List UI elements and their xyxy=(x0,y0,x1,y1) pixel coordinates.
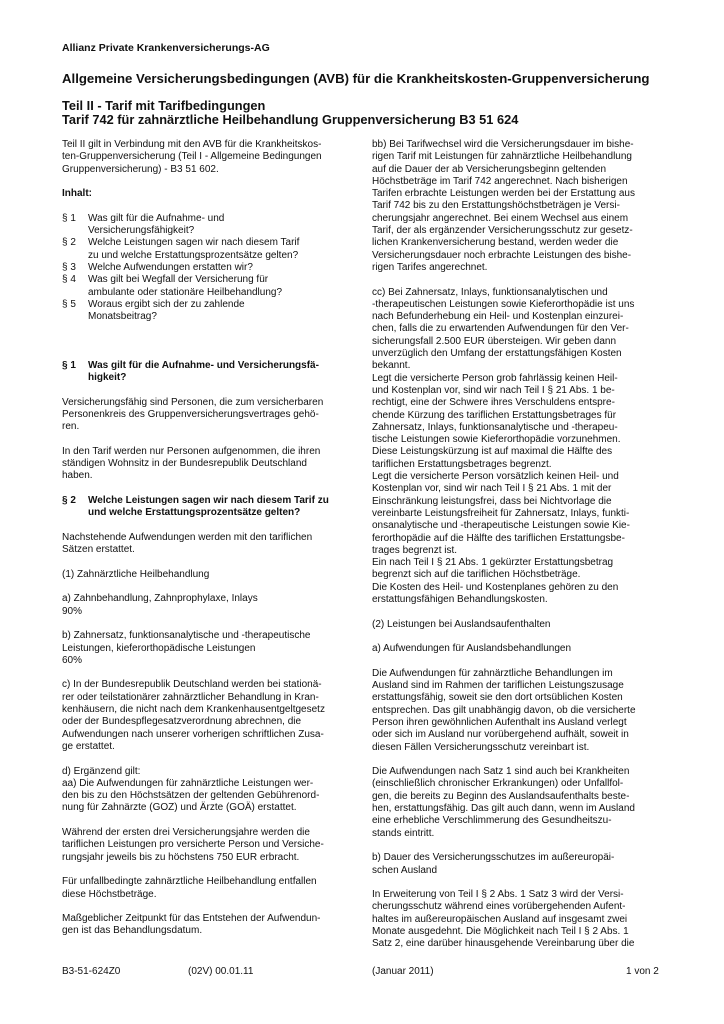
text-line: ten-Gruppenversicherung (Teil I - Allgemeine Bedingungen xyxy=(62,151,322,163)
text-line: Nachstehende Aufwendungen werden mit den tariflichen xyxy=(62,531,313,543)
text-line: cherungsjahr angerechnet. Bei einem Wechsel aus einem xyxy=(372,212,629,224)
text-line: Ausland sind im Rahmen der tariflichen Leistungszusage xyxy=(372,680,624,692)
footer-code: B3-51-624Z0 xyxy=(62,966,121,977)
text-line: Tarif, der als ergänzender Versicherungsschutz zur gesetz- xyxy=(372,225,633,237)
text-line: erstattungsfähig, soweit sie den dort ortsüblichen Kosten xyxy=(372,692,623,704)
section-2-paragraph-2 xyxy=(62,569,352,581)
section-1-number: § 1 xyxy=(62,359,76,371)
text-line: haltes im außereuropäischen Ausland auf insgesamt zwei xyxy=(372,913,628,925)
text-line: (1) Zahnärztliche Heilbehandlung xyxy=(62,568,210,580)
text-line: Monate ausgedehnt. Die Möglichkeit nach Teil I § 2 Abs. 1 xyxy=(372,926,629,937)
text-line: bb) Bei Tarifwechsel wird die Versicherungsdauer im bishe- xyxy=(372,139,634,150)
text-line: 60% xyxy=(62,654,83,666)
text-line: Person ihren gewöhnlichen Aufenthalt ins Ausland verlegt xyxy=(372,716,627,728)
toc-item-text xyxy=(88,299,352,324)
text-line: Zahnersatz, Inlays, funktionsanalytische und -therapeu- xyxy=(372,421,618,433)
text-line: rechtigt, eine der Schwere ihres Verschuldens entspre- xyxy=(372,397,615,409)
text-line: Versicherungsfähigkeit? xyxy=(88,225,195,237)
text-line: Leistungen, kieferorthopädische Leistungen xyxy=(62,642,256,654)
footer-version: (02V) 00.01.11 xyxy=(188,966,254,977)
section-2-paragraph-9 xyxy=(62,913,352,938)
text-line: und Kostenplan vor, sind wir nach Teil I § 21 Abs. 1 be- xyxy=(372,384,615,396)
text-line: unverzüglich den Umfang der erstattungsfähigen Kosten xyxy=(372,348,622,360)
text-line: Aufwendungen nach unserer vorherigen schriftlichen Zusa- xyxy=(62,728,324,740)
text-line: begrenzt sich auf die tariflichen Höchstbeträge. xyxy=(372,569,581,581)
right-paragraph-8 xyxy=(372,889,672,950)
section-1-paragraph-1 xyxy=(62,397,352,434)
text-line: Sätzen erstattet. xyxy=(62,544,135,556)
section-2-heading xyxy=(62,495,352,520)
section-1-heading xyxy=(62,360,352,385)
text-line: vereinbarte Leistungsfreiheit für Zahnersatz, Inlays, funkti- xyxy=(372,507,630,519)
text-line: ständigen Wohnsitz in der Bundesrepublik Deutschland xyxy=(62,458,307,470)
text-line: In Erweiterung von Teil I § 2 Abs. 1 Satz 3 wird der Versi- xyxy=(372,889,624,901)
text-line: Was gilt für die Aufnahme- und xyxy=(88,212,225,224)
toc-heading: Inhalt: xyxy=(62,188,92,200)
text-line: Teil II gilt in Verbindung mit den AVB für die Krankheitskos- xyxy=(62,139,322,150)
text-line: Monatsbeitrag? xyxy=(88,311,157,323)
toc-item-text xyxy=(88,237,352,262)
right-paragraph-7 xyxy=(372,852,672,877)
text-line: Welche Leistungen sagen wir nach diesem Tarif zu xyxy=(88,495,329,507)
text-line: oder der Bundespflegesatzverordnung abrechnen, die xyxy=(62,716,302,728)
text-line: auf die Dauer der ab Versicherungsbeginn geltenden xyxy=(372,163,607,175)
toc-item xyxy=(62,237,352,262)
text-line: den bis zu den Höchstsätzen der geltenden Gebührenord- xyxy=(62,790,320,802)
text-line: Maßgeblicher Zeitpunkt für das Entstehen der Aufwendun- xyxy=(62,913,321,925)
text-line: ambulante oder stationäre Heilbehandlung? xyxy=(88,286,283,298)
text-line: ge erstattet. xyxy=(62,740,115,752)
text-line: entsprechen. Das gilt unabhängig davon, ob die versicherte xyxy=(372,704,636,716)
part-heading-line-2: Tarif 742 für zahnärztliche Heilbehandlung Gruppenversicherung B3 51 624 xyxy=(62,112,519,127)
text-line: (einschließlich chronischer Erkrankungen) oder Unfallfol- xyxy=(372,778,624,790)
toc-item-text xyxy=(88,262,352,274)
toc-item xyxy=(62,274,352,299)
text-line: eine erhebliche Verschlimmerung des Gesundheitszu- xyxy=(372,815,612,827)
text-line: (2) Leistungen bei Auslandsaufenthalten xyxy=(372,618,551,630)
text-line: Welche Leistungen sagen wir nach diesem Tarif xyxy=(88,237,300,249)
text-line: c) In der Bundesrepublik Deutschland werden bei stationä- xyxy=(62,679,322,691)
text-line: ren. xyxy=(62,421,80,433)
section-2-paragraph-4 xyxy=(62,630,352,667)
section-1-title xyxy=(88,360,319,385)
text-line: Legt die versicherte Person vorsätzlich keinen Heil- und xyxy=(372,471,619,483)
right-paragraph-6 xyxy=(372,766,672,840)
text-line: nung für Zahnärzte (GOZ) und Ärzte (GOÄ) erstattet. xyxy=(62,802,297,814)
text-line: a) Aufwendungen für Auslandsbehandlungen xyxy=(372,643,572,655)
text-line: Die Aufwendungen nach Satz 1 sind auch bei Krankheiten xyxy=(372,766,630,778)
text-line: hen, erstattungsfähig. Das gilt auch dann, wenn im Ausland xyxy=(372,803,635,815)
text-line: Tarifen erbrachte Leistungen werden bei der Erstattung aus xyxy=(372,188,635,200)
text-line: onsanalytische und -therapeutische Leistungen sowie Kie- xyxy=(372,520,630,532)
toc-item xyxy=(62,299,352,324)
text-line: Was gilt bei Wegfall der Versicherung für xyxy=(88,274,269,286)
text-line: Welche Aufwendungen erstatten wir? xyxy=(88,261,253,273)
section-2-paragraph-8 xyxy=(62,876,352,901)
right-paragraph-1 xyxy=(372,139,672,274)
text-line: und welche Erstattungsprozentsätze gelten? xyxy=(88,507,301,519)
text-line: aa) Die Aufwendungen für zahnärztliche Leistungen wer- xyxy=(62,777,314,789)
text-line: 90% xyxy=(62,605,83,617)
right-paragraph-2 xyxy=(372,287,672,607)
text-line: gen ist das Behandlungsdatum. xyxy=(62,925,203,937)
text-line: In den Tarif werden nur Personen aufgenommen, die ihren xyxy=(62,445,321,457)
text-line: Einschränkung leistungsfrei, dass bei Nichtvorlage die xyxy=(372,495,612,507)
text-line: zu und welche Erstattungsprozentsätze gelten? xyxy=(88,249,299,261)
toc-item-number: § 4 xyxy=(62,274,76,286)
text-line: Diese Leistungskürzung ist auf maximal die Hälfte des xyxy=(372,446,613,458)
toc-item-number: § 3 xyxy=(62,261,76,273)
text-line: b) Zahnersatz, funktionsanalytische und -therapeutische xyxy=(62,630,311,642)
section-2-title xyxy=(88,495,329,520)
footer-page: 1 von 2 xyxy=(626,966,659,977)
toc-item-number: § 1 xyxy=(62,212,76,224)
right-column xyxy=(372,139,672,963)
text-line: Die Kosten des Heil- und Kostenplanes gehören zu den xyxy=(372,581,619,593)
toc-item-number: § 5 xyxy=(62,298,76,310)
part-heading xyxy=(62,99,518,127)
text-line: diese Höchstbeträge. xyxy=(62,888,157,900)
text-line: tische Leistungen sowie Kieferorthopädie vorzunehmen. xyxy=(372,434,621,446)
text-line: d) Ergänzend gilt: xyxy=(62,765,141,777)
text-line: rungsjahr jeweils bis zu höchstens 750 EUR erbracht. xyxy=(62,851,300,863)
text-line: Die Aufwendungen für zahnärztliche Behandlungen im xyxy=(372,667,613,679)
text-line: Satz 2, eine darüber hinausgehende Vereinbarung über die xyxy=(372,938,635,950)
text-line: lichen Krankenversicherung bestand, werden weder die xyxy=(372,237,619,249)
text-line: -therapeutischen Leistungen sowie Kieferorthopädie ist uns xyxy=(372,298,635,310)
text-line: b) Dauer des Versicherungsschutzes im außereuropäi- xyxy=(372,852,615,864)
text-line: Für unfallbedingte zahnärztliche Heilbehandlung entfallen xyxy=(62,876,317,888)
section-2-paragraph-3 xyxy=(62,593,352,618)
section-2-paragraph-5 xyxy=(62,679,352,753)
right-paragraph-3 xyxy=(372,619,672,631)
text-line: tariflichen Leistungen pro versicherte Person und Versiche- xyxy=(62,839,324,851)
toc-item xyxy=(62,213,352,238)
footer-date: (Januar 2011) xyxy=(372,966,434,977)
text-line: tariflichen Erstattungsbetrages begrenzt. xyxy=(372,458,552,470)
text-line: a) Zahnbehandlung, Zahnprophylaxe, Inlays xyxy=(62,593,258,605)
right-paragraph-4 xyxy=(372,643,672,655)
section-2-paragraph-1 xyxy=(62,532,352,557)
text-line: rigen Tarifes angerechnet. xyxy=(372,261,488,273)
text-line: stands eintritt. xyxy=(372,827,435,839)
intro-paragraph xyxy=(62,139,352,176)
text-line: sicherungsfall 2.500 EUR übersteigen. Wir geben dann xyxy=(372,335,617,347)
section-2-paragraph-7 xyxy=(62,827,352,864)
right-paragraph-5 xyxy=(372,668,672,754)
text-line: Ein nach Teil I § 21 Abs. 1 gekürzter Erstattungsbetrag xyxy=(372,557,614,569)
text-line: chende Kürzung des tariflichen Erstattungsbetrages für xyxy=(372,409,617,421)
table-of-contents xyxy=(62,213,352,324)
text-line: Während der ersten drei Versicherungsjahre werden die xyxy=(62,827,310,839)
section-2-paragraph-6 xyxy=(62,766,352,815)
text-line: Personenkreis des Gruppenversicherungsvertrages gehö- xyxy=(62,408,319,420)
text-line: diesen Fällen Versicherungsschutz vereinbart ist. xyxy=(372,741,590,753)
part-heading-line-1: Teil II - Tarif mit Tarifbedingungen xyxy=(62,98,266,113)
text-line: cc) Bei Zahnersatz, Inlays, funktionsanalytischen und xyxy=(372,286,608,298)
section-1-paragraph-2 xyxy=(62,446,352,483)
text-line: trages begrenzt ist. xyxy=(372,544,458,556)
text-line: Versicherungsfähig sind Personen, die zum versicherbaren xyxy=(62,396,324,408)
text-line: cherungsschutz während eines vorübergehenden Aufent- xyxy=(372,901,626,913)
text-line: Woraus ergibt sich der zu zahlende xyxy=(88,298,245,310)
text-line: bekannt. xyxy=(372,360,411,372)
text-line: rigen Tarif mit Leistungen für zahnärztliche Heilbehandlung xyxy=(372,151,632,163)
toc-item xyxy=(62,262,352,274)
text-line: Höchstbeträge im Tarif 742 angerechnet. Nach bisherigen xyxy=(372,175,628,187)
text-line: schen Ausland xyxy=(372,864,438,876)
text-line: chen, falls die zu erwartenden Aufwendungen für den Ver- xyxy=(372,323,629,335)
company-name: Allianz Private Krankenversicherungs-AG xyxy=(62,42,270,54)
toc-item-text xyxy=(88,213,352,238)
text-line: Kostenplan vor, sind wir nach Teil I § 21 Abs. 1 mit der xyxy=(372,483,612,495)
left-column xyxy=(62,139,352,950)
text-line: higkeit? xyxy=(88,372,127,384)
text-line: oder sich im Ausland nur vorübergehend aufhält, soweit in xyxy=(372,729,629,741)
text-line: Gruppenversicherung) - B3 51 602. xyxy=(62,163,219,175)
section-2-number: § 2 xyxy=(62,495,76,507)
toc-item-text xyxy=(88,274,352,299)
text-line: Legt die versicherte Person grob fahrlässig keinen Heil- xyxy=(372,372,618,384)
text-line: Tarif 742 bis zu den Erstattungshöchstbeträgen je Versi- xyxy=(372,200,620,212)
text-line: nach Befunderhebung ein Heil- und Kostenplan einzurei- xyxy=(372,311,624,323)
document-title: Allgemeine Versicherungsbedingungen (AVB) für die Krankheitskosten-Gruppenversicherung xyxy=(62,71,650,86)
text-line: Was gilt für die Aufnahme- und Versicherungsfä- xyxy=(88,359,319,371)
text-line: erstattungsfähigen Behandlungskosten. xyxy=(372,593,548,605)
text-line: kenhäusern, die nicht nach dem Krankenhausentgeltgesetz xyxy=(62,704,325,716)
text-line: rer oder teilstationärer zahnärztlicher Behandlung in Kran- xyxy=(62,691,319,703)
text-line: ferorthopädie auf die Hälfte des tariflichen Erstattungsbe- xyxy=(372,532,625,544)
text-line: haben. xyxy=(62,470,93,482)
toc-item-number: § 2 xyxy=(62,237,76,249)
text-line: gen, die bereits zu Beginn des Auslandsaufenthalts beste- xyxy=(372,790,630,802)
text-line: Versicherungsdauer noch erbrachte Leistungen des bishe- xyxy=(372,249,632,261)
